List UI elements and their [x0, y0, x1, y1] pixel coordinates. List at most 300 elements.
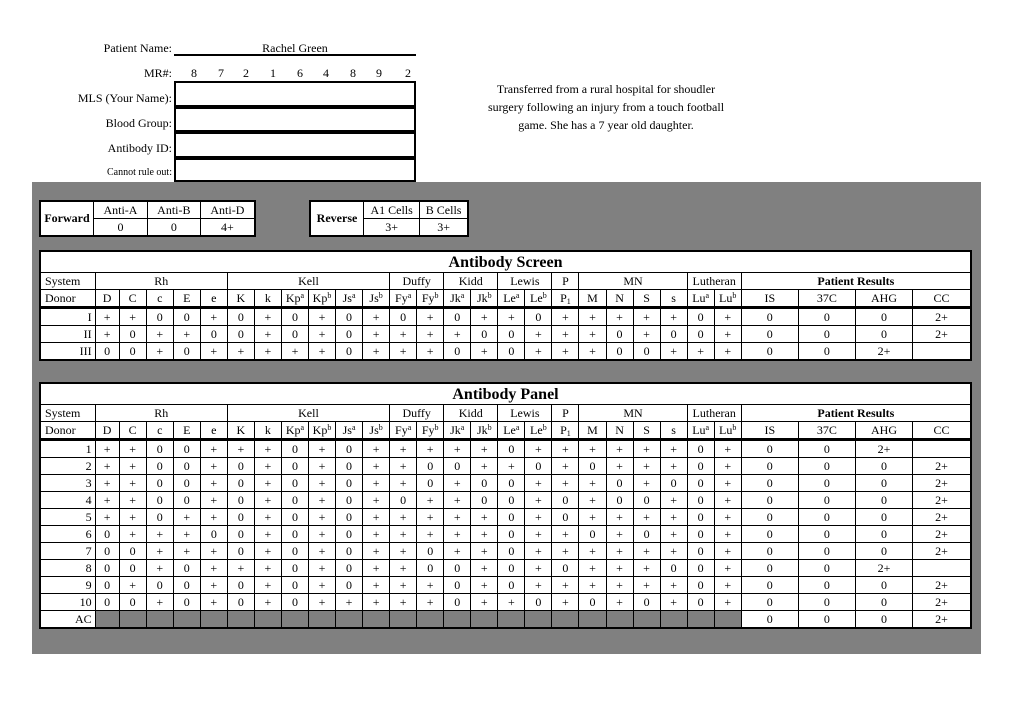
antigen-cell: +	[552, 594, 579, 611]
antigen-cell: +	[390, 326, 417, 343]
patient-name-label: Patient Name:	[103, 41, 172, 55]
result-cell[interactable]: 2+	[913, 509, 971, 526]
antigen-cell: +	[363, 492, 390, 509]
table-row	[40, 458, 971, 475]
result-cell[interactable]	[913, 560, 971, 577]
antigen-cell: 0	[606, 326, 633, 343]
system-group-header: MN	[579, 405, 687, 422]
antigen-cell: 0	[498, 492, 525, 509]
result-cell[interactable]: 0	[855, 526, 912, 543]
antigen-cell: 0	[281, 577, 308, 594]
result-cell[interactable]: 0	[798, 526, 855, 543]
antigen-cell: +	[471, 560, 498, 577]
screen-title: Antibody Screen	[40, 251, 971, 273]
antigen-cell: +	[714, 343, 741, 361]
antigen-cell: 0	[281, 560, 308, 577]
antigen-cell: 0	[606, 343, 633, 361]
antigen-cell: +	[363, 458, 390, 475]
antigen-cell: +	[95, 440, 119, 458]
antigen-cell: 0	[146, 308, 173, 326]
antigen-cell: 0	[173, 308, 200, 326]
donor-cell: 9	[40, 577, 95, 594]
result-cell[interactable]: 0	[855, 577, 912, 594]
result-cell[interactable]: 0	[741, 543, 798, 560]
shaded-cell	[525, 611, 552, 629]
result-cell[interactable]: 0	[855, 475, 912, 492]
antigen-cell: +	[687, 343, 714, 361]
antigen-header: K	[227, 290, 254, 308]
antigen-cell: +	[227, 560, 254, 577]
antigen-cell: +	[119, 509, 146, 526]
antigen-header: M	[579, 422, 606, 440]
system-group-header: Kidd	[444, 273, 498, 290]
shaded-cell	[660, 611, 687, 629]
result-cell[interactable]: 2+	[913, 458, 971, 475]
result-cell[interactable]: 0	[798, 440, 855, 458]
antigen-cell: 0	[173, 440, 200, 458]
result-cell[interactable]: 2+	[855, 343, 912, 361]
result-cell[interactable]: 0	[798, 458, 855, 475]
result-cell[interactable]: 0	[855, 458, 912, 475]
antigen-cell: +	[390, 440, 417, 458]
antigen-cell: +	[308, 543, 335, 560]
antigen-cell: 0	[633, 492, 660, 509]
antigen-cell: 0	[498, 526, 525, 543]
antigen-cell: +	[633, 308, 660, 326]
antigen-cell: 0	[336, 543, 363, 560]
antigen-cell: +	[633, 458, 660, 475]
antigen-cell: +	[308, 326, 335, 343]
antigen-cell: +	[714, 475, 741, 492]
antigen-cell: +	[417, 440, 444, 458]
system-group-header: Rh	[95, 273, 227, 290]
antigen-cell: +	[95, 509, 119, 526]
shaded-cell	[119, 611, 146, 629]
reverse-value-cell[interactable]: 3+	[364, 219, 420, 237]
result-cell[interactable]: 0	[741, 343, 798, 361]
antigen-cell: +	[606, 440, 633, 458]
antigen-cell: +	[200, 308, 227, 326]
antigen-cell: 0	[687, 560, 714, 577]
table-row	[40, 577, 971, 594]
antigen-cell: +	[363, 343, 390, 361]
antigen-header: Le$^b$	[525, 422, 552, 440]
forward-label: Forward	[40, 201, 94, 236]
antigen-cell: +	[227, 440, 254, 458]
antigen-cell: 0	[660, 326, 687, 343]
antigen-cell: 0	[498, 543, 525, 560]
antigen-cell: 0	[525, 308, 552, 326]
antigen-cell: +	[146, 326, 173, 343]
result-cell[interactable]: 0	[855, 492, 912, 509]
reverse-label: Reverse	[310, 201, 364, 236]
antigen-cell: 0	[227, 543, 254, 560]
antigen-cell: +	[633, 326, 660, 343]
result-cell[interactable]: 0	[741, 560, 798, 577]
antigen-cell: 0	[687, 475, 714, 492]
result-cell[interactable]: 0	[741, 458, 798, 475]
antigen-cell: +	[579, 509, 606, 526]
mr-digit: 7	[218, 66, 224, 80]
donor-cell: II	[40, 326, 95, 343]
system-group-header: Duffy	[390, 405, 444, 422]
result-cell[interactable]: 2+	[913, 577, 971, 594]
antigen-cell: +	[633, 560, 660, 577]
antigen-cell: 0	[579, 594, 606, 611]
donor-cell: 8	[40, 560, 95, 577]
antigen-cell: +	[498, 308, 525, 326]
antigen-cell: 0	[417, 475, 444, 492]
antigen-cell: 0	[227, 594, 254, 611]
mr-digit: 8	[350, 66, 356, 80]
donor-header: Donor	[40, 290, 95, 308]
antigen-cell: +	[308, 475, 335, 492]
antigen-header: k	[254, 290, 281, 308]
result-cell[interactable]: 0	[798, 560, 855, 577]
result-cell[interactable]: 0	[855, 594, 912, 611]
case-note-line: surgery following an injury from a touch football	[487, 100, 725, 114]
antigen-header: Lu$^b$	[714, 290, 741, 308]
antigen-cell: 0	[173, 343, 200, 361]
result-cell[interactable]: 2+	[913, 611, 971, 629]
shaded-cell	[281, 611, 308, 629]
forward-col-header: Anti-A	[94, 201, 148, 219]
system-group-header: Kidd	[444, 405, 498, 422]
antigen-cell: +	[606, 560, 633, 577]
antigen-cell: +	[444, 326, 471, 343]
result-cell[interactable]: 0	[855, 543, 912, 560]
reverse-col-header: A1 Cells	[364, 201, 420, 219]
antigen-cell: +	[714, 526, 741, 543]
donor-header: Donor	[40, 422, 95, 440]
antigen-cell: 0	[579, 458, 606, 475]
antigen-cell: 0	[498, 440, 525, 458]
antigen-cell: +	[471, 577, 498, 594]
result-cell[interactable]: 0	[798, 475, 855, 492]
cannot-rule-out-field[interactable]	[174, 158, 416, 182]
antigen-header: Kp$^a$	[281, 422, 308, 440]
antigen-cell: 0	[146, 577, 173, 594]
antigen-cell: +	[173, 509, 200, 526]
antigen-cell: +	[579, 326, 606, 343]
blood-group-field[interactable]	[174, 107, 416, 132]
result-cell[interactable]: 0	[741, 509, 798, 526]
antigen-cell: +	[525, 440, 552, 458]
result-col-header: 37C	[798, 290, 855, 308]
antigen-cell: 0	[498, 577, 525, 594]
result-cell[interactable]: 2+	[913, 543, 971, 560]
result-cell[interactable]: 0	[798, 543, 855, 560]
system-group-header: Duffy	[390, 273, 444, 290]
forward-typing-table	[39, 200, 256, 237]
reverse-typing-table	[309, 200, 469, 237]
antigen-cell: +	[525, 343, 552, 361]
antigen-cell: +	[525, 509, 552, 526]
donor-cell: 10	[40, 594, 95, 611]
antigen-cell: 0	[200, 326, 227, 343]
antigen-cell: +	[200, 440, 227, 458]
antigen-cell: +	[417, 326, 444, 343]
antigen-cell: +	[660, 543, 687, 560]
antigen-cell: +	[417, 526, 444, 543]
antigen-cell: 0	[336, 492, 363, 509]
antigen-header: K	[227, 422, 254, 440]
antigen-cell: 0	[336, 509, 363, 526]
result-cell[interactable]: 0	[855, 611, 912, 629]
antigen-header: Lu$^a$	[687, 290, 714, 308]
antigen-cell: +	[254, 526, 281, 543]
antigen-cell: +	[95, 492, 119, 509]
case-note	[456, 80, 756, 134]
antigen-cell: +	[363, 475, 390, 492]
result-cell[interactable]: 0	[855, 509, 912, 526]
antigen-cell: +	[200, 458, 227, 475]
result-cell[interactable]: 0	[798, 492, 855, 509]
antigen-cell: 0	[281, 594, 308, 611]
antigen-header: s	[660, 422, 687, 440]
antigen-cell: 0	[146, 492, 173, 509]
result-cell[interactable]: 0	[741, 475, 798, 492]
result-cell[interactable]	[913, 343, 971, 361]
antigen-cell: 0	[281, 326, 308, 343]
result-cell[interactable]: 0	[741, 577, 798, 594]
antigen-cell: +	[308, 308, 335, 326]
antigen-cell: +	[363, 594, 390, 611]
antigen-cell: +	[444, 526, 471, 543]
donor-cell: I	[40, 308, 95, 326]
antigen-cell: +	[552, 526, 579, 543]
donor-cell: 1	[40, 440, 95, 458]
autocontrol-row	[40, 611, 971, 629]
antigen-cell: +	[660, 577, 687, 594]
result-cell[interactable]: 2+	[913, 475, 971, 492]
antibody-panel-table	[39, 382, 972, 629]
antigen-cell: +	[714, 543, 741, 560]
antigen-cell: +	[363, 509, 390, 526]
antigen-cell: 0	[95, 526, 119, 543]
antibody-id-label: Antibody ID:	[107, 141, 172, 155]
result-cell[interactable]: 2+	[913, 594, 971, 611]
antigen-header: Js$^a$	[336, 422, 363, 440]
result-cell[interactable]: 0	[798, 326, 855, 343]
antigen-cell: 0	[336, 326, 363, 343]
result-cell[interactable]: 0	[855, 326, 912, 343]
mls-name-field[interactable]	[174, 81, 416, 107]
antigen-cell: +	[390, 458, 417, 475]
antigen-cell: 0	[336, 577, 363, 594]
antigen-header: $P_1$	[552, 422, 579, 440]
antigen-cell: +	[254, 343, 281, 361]
forward-value-cell[interactable]: 4+	[200, 219, 255, 237]
antigen-cell: +	[714, 509, 741, 526]
table-row	[40, 326, 971, 343]
reverse-value-cell[interactable]: 3+	[420, 219, 468, 237]
antigen-cell: 0	[227, 326, 254, 343]
antigen-cell: +	[579, 492, 606, 509]
antigen-cell: +	[200, 509, 227, 526]
reverse-col-header: B Cells	[420, 201, 468, 219]
system-header: System	[40, 273, 95, 290]
shaded-cell	[200, 611, 227, 629]
shaded-cell	[227, 611, 254, 629]
mr-digit: 6	[297, 66, 303, 80]
result-cell[interactable]: 2+	[913, 326, 971, 343]
cannot-rule-out-label: Cannot rule out:	[107, 167, 172, 178]
antigen-header: Lu$^a$	[687, 422, 714, 440]
forward-value-cell[interactable]: 0	[147, 219, 200, 237]
antigen-cell: 0	[660, 560, 687, 577]
antigen-cell: +	[525, 577, 552, 594]
antigen-cell: +	[714, 326, 741, 343]
system-group-header: P	[552, 405, 579, 422]
antigen-cell: +	[660, 492, 687, 509]
antibody-id-field[interactable]	[174, 132, 416, 158]
antigen-cell: +	[146, 560, 173, 577]
antigen-cell: +	[146, 343, 173, 361]
antigen-cell: +	[390, 594, 417, 611]
system-group-header: Lewis	[498, 405, 552, 422]
antigen-cell: 0	[336, 343, 363, 361]
result-cell[interactable]: 0	[741, 308, 798, 326]
antigen-cell: 0	[390, 492, 417, 509]
antigen-cell: +	[444, 543, 471, 560]
result-cell[interactable]: 0	[741, 611, 798, 629]
result-cell[interactable]	[913, 440, 971, 458]
antigen-cell: +	[660, 594, 687, 611]
donor-cell: 5	[40, 509, 95, 526]
result-cell[interactable]: 0	[798, 308, 855, 326]
result-cell[interactable]: 0	[798, 577, 855, 594]
antigen-cell: +	[200, 543, 227, 560]
result-cell[interactable]: 0	[741, 594, 798, 611]
result-cell[interactable]: 0	[741, 492, 798, 509]
antigen-header: C	[119, 290, 146, 308]
antigen-cell: 0	[687, 326, 714, 343]
antigen-cell: 0	[173, 577, 200, 594]
result-cell[interactable]: 2+	[855, 440, 912, 458]
antigen-cell: +	[579, 343, 606, 361]
antigen-cell: +	[525, 543, 552, 560]
antigen-cell: 0	[660, 475, 687, 492]
result-col-header: 37C	[798, 422, 855, 440]
antigen-cell: +	[471, 440, 498, 458]
antigen-cell: +	[633, 440, 660, 458]
shaded-cell	[633, 611, 660, 629]
shaded-cell	[254, 611, 281, 629]
antigen-cell: 0	[173, 594, 200, 611]
antigen-header: E	[173, 422, 200, 440]
antigen-cell: +	[552, 440, 579, 458]
antigen-cell: +	[552, 308, 579, 326]
result-cell[interactable]: 2+	[913, 308, 971, 326]
antigen-cell: 0	[281, 492, 308, 509]
antigen-cell: 0	[119, 560, 146, 577]
antigen-header: N	[606, 290, 633, 308]
mr-digit: 4	[323, 66, 329, 80]
table-row	[40, 543, 971, 560]
result-cell[interactable]: 0	[798, 343, 855, 361]
result-cell[interactable]: 0	[855, 308, 912, 326]
table-row	[40, 475, 971, 492]
result-cell[interactable]: 0	[798, 611, 855, 629]
shaded-cell	[687, 611, 714, 629]
antigen-cell: 0	[146, 509, 173, 526]
antigen-cell: +	[200, 594, 227, 611]
antigen-cell: +	[254, 560, 281, 577]
antigen-cell: 0	[444, 577, 471, 594]
antigen-cell: 0	[552, 492, 579, 509]
antigen-header: Le$^a$	[498, 422, 525, 440]
antigen-cell: 0	[525, 594, 552, 611]
result-cell[interactable]: 2+	[855, 560, 912, 577]
antigen-cell: +	[254, 492, 281, 509]
result-cell[interactable]: 2+	[913, 526, 971, 543]
system-group-header: MN	[579, 273, 687, 290]
table-row	[40, 560, 971, 577]
antigen-header: C	[119, 422, 146, 440]
antigen-cell: +	[254, 509, 281, 526]
antigen-cell: +	[525, 475, 552, 492]
antigen-cell: +	[363, 440, 390, 458]
antigen-cell: +	[498, 594, 525, 611]
result-cell[interactable]: 0	[741, 440, 798, 458]
shaded-cell	[336, 611, 363, 629]
antigen-cell: 0	[498, 509, 525, 526]
antigen-cell: +	[579, 475, 606, 492]
shaded-cell	[552, 611, 579, 629]
antigen-cell: 0	[471, 475, 498, 492]
antigen-cell: +	[552, 475, 579, 492]
result-cell[interactable]: 2+	[913, 492, 971, 509]
antigen-cell: +	[173, 526, 200, 543]
antigen-cell: +	[606, 543, 633, 560]
antigen-cell: +	[579, 560, 606, 577]
antigen-cell: +	[390, 526, 417, 543]
result-col-header: IS	[741, 290, 798, 308]
antigen-header: Fy$^a$	[390, 290, 417, 308]
antigen-cell: +	[146, 594, 173, 611]
antigen-cell: 0	[633, 594, 660, 611]
shaded-cell	[714, 611, 741, 629]
antigen-cell: +	[363, 577, 390, 594]
antigen-cell: 0	[227, 475, 254, 492]
antigen-cell: +	[660, 526, 687, 543]
antigen-header: S	[633, 290, 660, 308]
antigen-cell: +	[390, 560, 417, 577]
antigen-cell: +	[308, 343, 335, 361]
result-cell[interactable]: 0	[798, 509, 855, 526]
antigen-cell: +	[552, 577, 579, 594]
result-cell[interactable]: 0	[741, 526, 798, 543]
antigen-cell: +	[200, 343, 227, 361]
result-cell[interactable]: 0	[741, 326, 798, 343]
antigen-cell: +	[390, 475, 417, 492]
antigen-header: Js$^b$	[363, 422, 390, 440]
result-cell[interactable]: 0	[798, 594, 855, 611]
antigen-cell: +	[417, 343, 444, 361]
mr-label: MR#:	[143, 66, 172, 80]
mls-label: MLS (Your Name):	[77, 91, 172, 105]
forward-value-cell[interactable]: 0	[94, 219, 148, 237]
antigen-cell: +	[606, 577, 633, 594]
mr-digit: 9	[376, 66, 382, 80]
antigen-cell: 0	[119, 326, 146, 343]
antigen-cell: +	[417, 594, 444, 611]
antigen-cell: +	[254, 543, 281, 560]
antigen-cell: +	[390, 509, 417, 526]
antigen-cell: +	[714, 560, 741, 577]
antigen-header: Le$^b$	[525, 290, 552, 308]
